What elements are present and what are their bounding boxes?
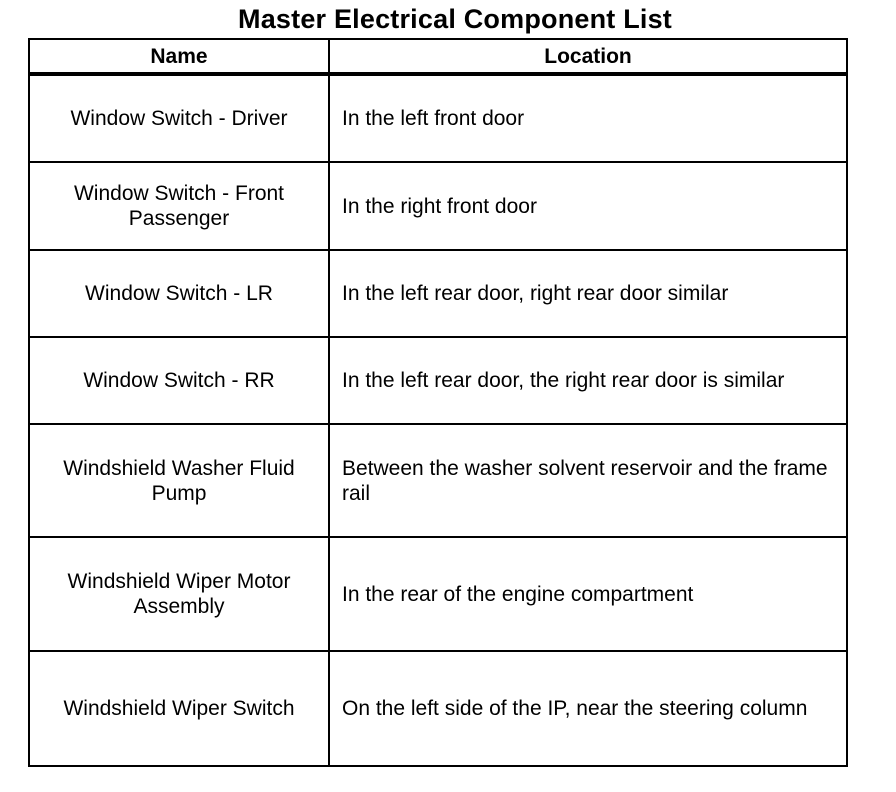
column-header-location: Location <box>329 39 847 74</box>
component-name-cell: Windshield Washer Fluid Pump <box>29 424 329 537</box>
table-row <box>29 651 847 766</box>
table-header-row <box>29 39 847 74</box>
component-location-cell: In the rear of the engine compartment <box>329 537 847 651</box>
component-location-cell: Between the washer solvent reservoir and the frame rail <box>329 424 847 537</box>
component-name-cell: Window Switch - LR <box>29 250 329 337</box>
component-location-cell: In the left rear door, right rear door similar <box>329 250 847 337</box>
component-name-cell: Window Switch - Driver <box>29 74 329 162</box>
table-row <box>29 537 847 651</box>
component-name-cell: Window Switch - Front Passenger <box>29 162 329 250</box>
component-name-cell: Windshield Wiper Motor Assembly <box>29 537 329 651</box>
component-location-cell: In the left front door <box>329 74 847 162</box>
component-location-cell: In the left rear door, the right rear door is similar <box>329 337 847 424</box>
component-name-cell: Window Switch - RR <box>29 337 329 424</box>
component-name-cell: Windshield Wiper Switch <box>29 651 329 766</box>
page-title: Master Electrical Component List <box>238 4 672 34</box>
table-row <box>29 250 847 337</box>
component-table <box>28 38 848 767</box>
component-location-cell: In the right front door <box>329 162 847 250</box>
table-row <box>29 337 847 424</box>
column-header-name: Name <box>29 39 329 74</box>
table-row <box>29 162 847 250</box>
table-row <box>29 424 847 537</box>
component-location-cell: On the left side of the IP, near the steering column <box>329 651 847 766</box>
table-row <box>29 74 847 162</box>
